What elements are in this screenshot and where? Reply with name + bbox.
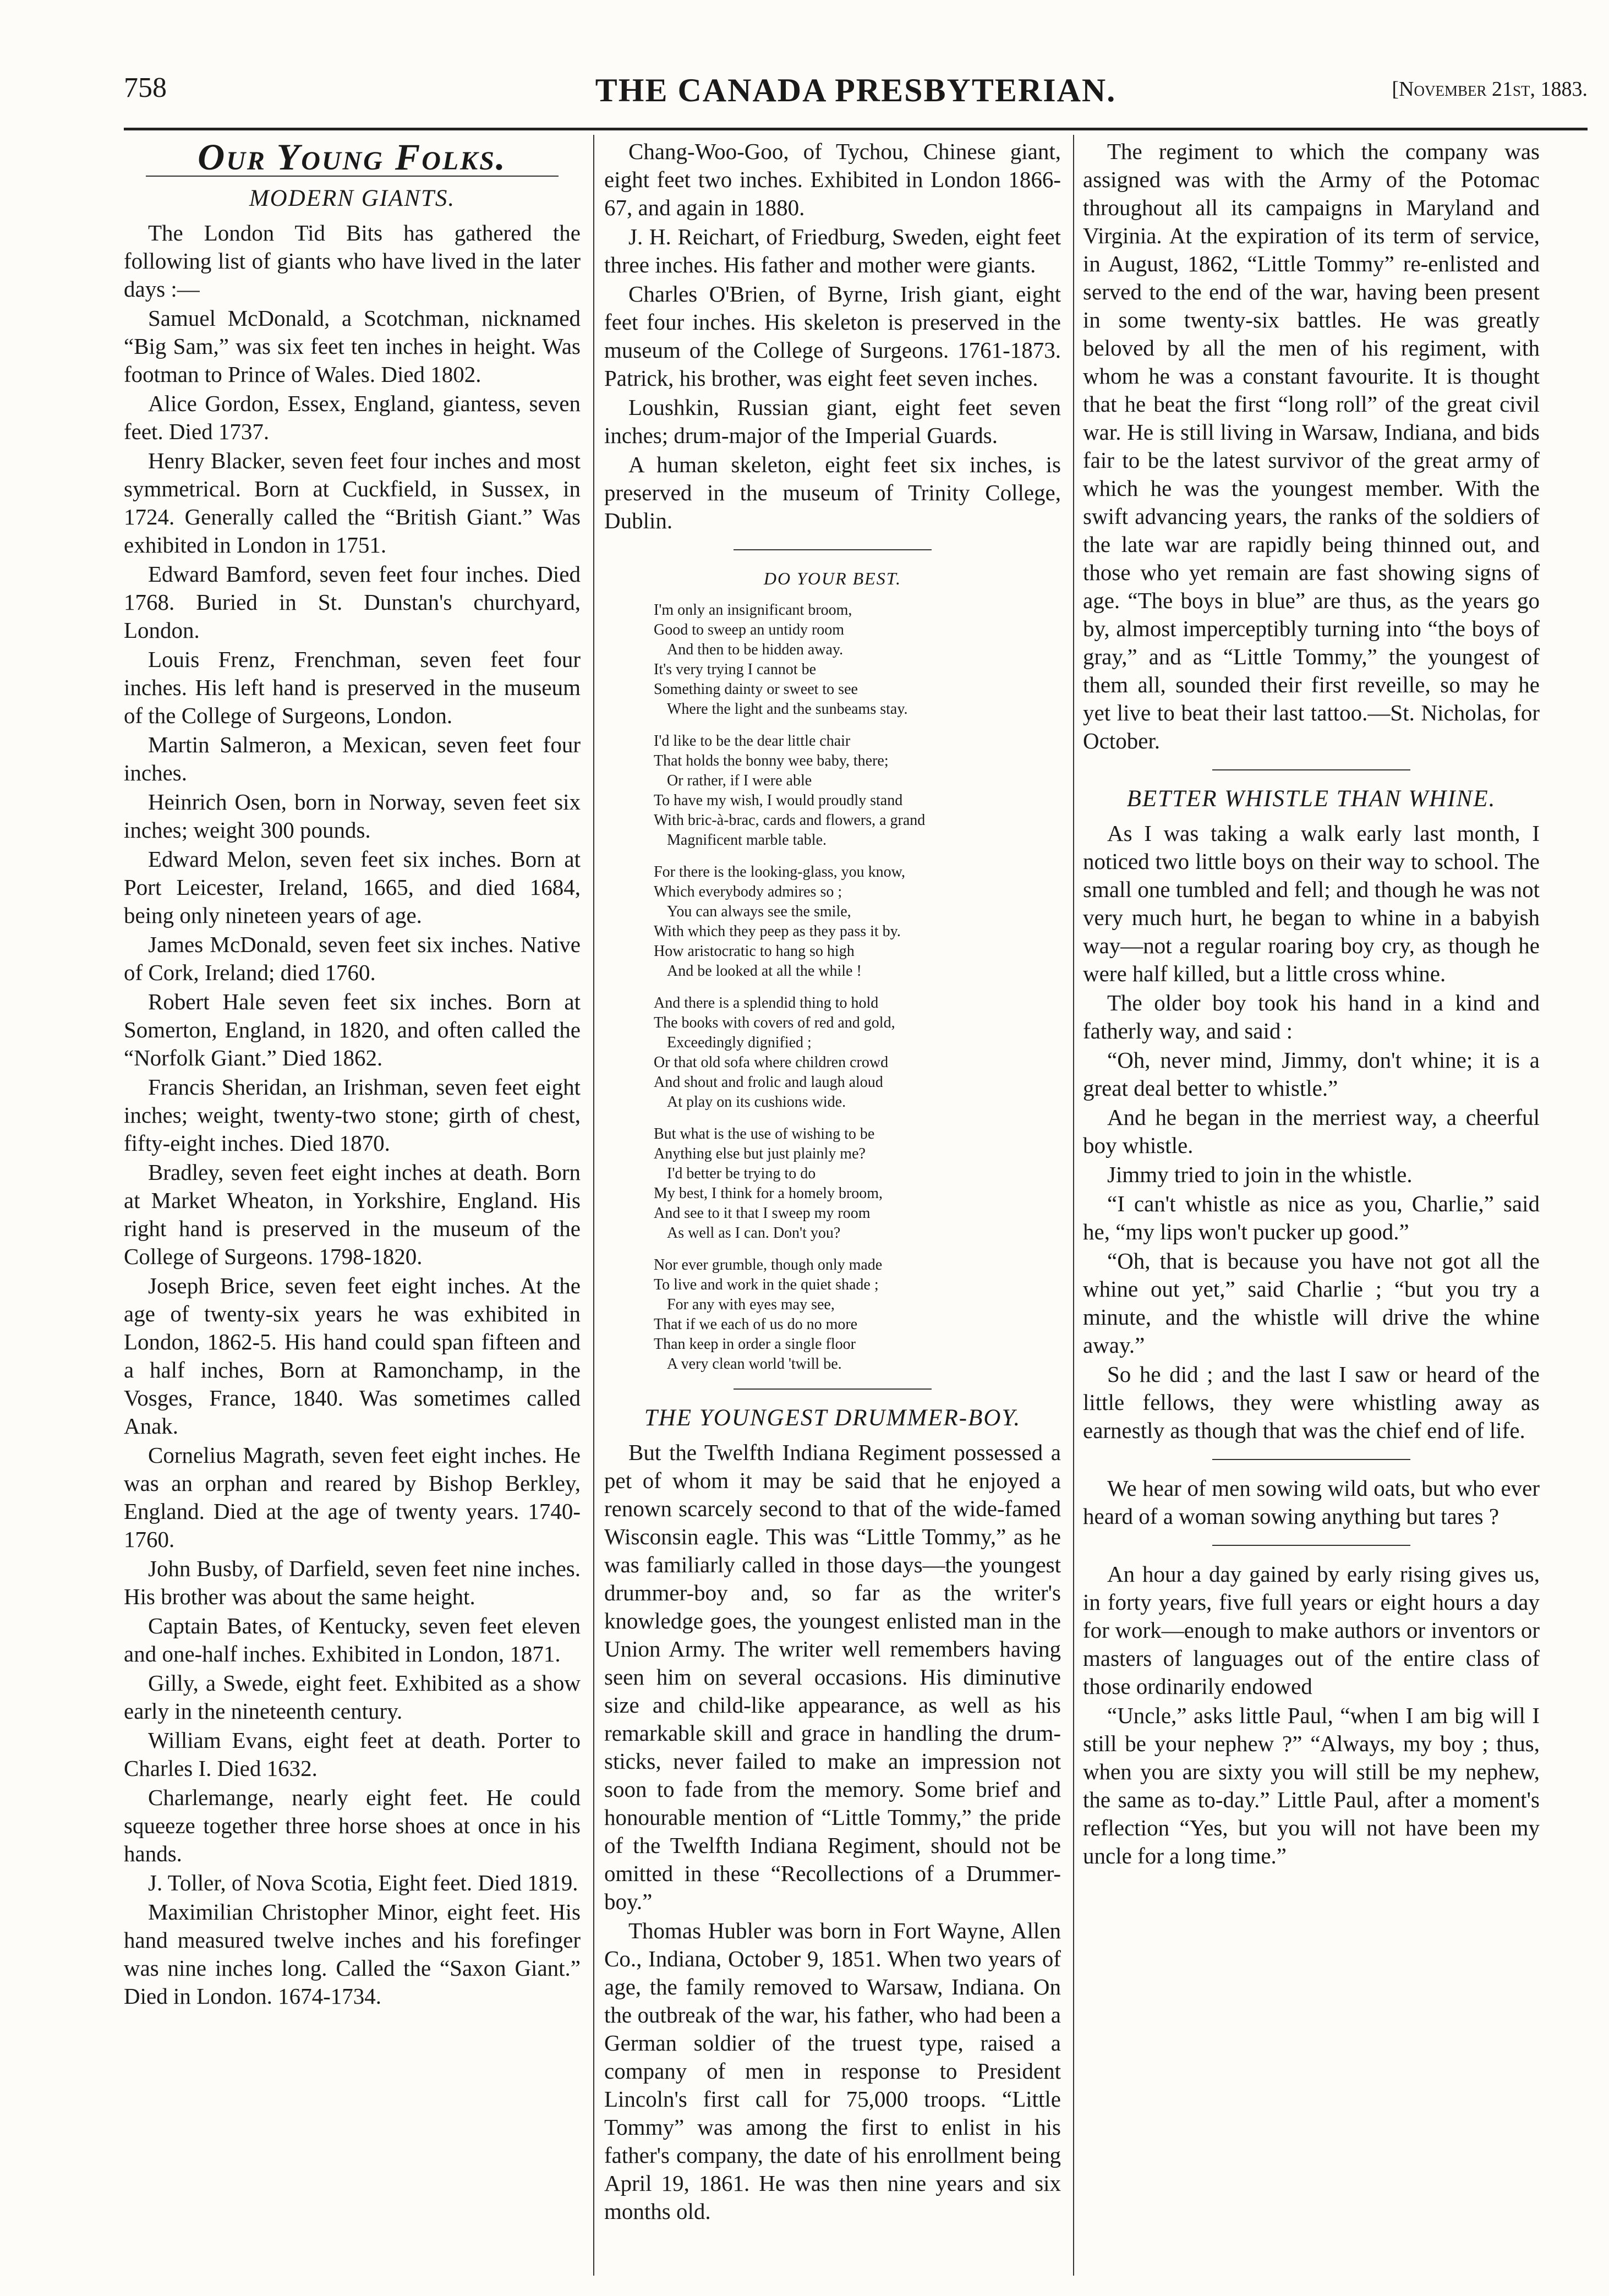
poem-line: A very clean world 'twill be. [667, 1355, 842, 1373]
article-title-drummer: THE YOUNGEST DRUMMER-BOY. [644, 1405, 1021, 1431]
poem-line: I'd like to be the dear little chair [654, 732, 851, 750]
page-number: 758 [124, 72, 167, 103]
poem-line: I'm only an insignificant broom, [654, 602, 852, 619]
poem-line: Good to sweep an untidy room [654, 621, 845, 638]
paragraph: Bradley, seven feet eight inches at death. Born at Market Wheaton, in Yorkshire, England. His right hand is preserved in the museum of the College of Surgeons. 1798-1820. [124, 1160, 581, 1269]
poem-line: I'd better be trying to do [667, 1165, 816, 1182]
poem-line: That if we each of us do no more [654, 1316, 858, 1333]
paragraph: Gilly, a Swede, eight feet. Exhibited as a show early in the nineteenth century. [124, 1670, 581, 1724]
paragraph: The older boy took his hand in a kind and fatherly way, and said : [1083, 990, 1540, 1043]
paragraph: Louis Frenz, Frenchman, seven feet four inches. His left hand is preserved in the museum of the College of Surgeons, London. [124, 647, 581, 728]
poem-line: Or that old sofa where children crowd [654, 1054, 889, 1071]
poem-stanza [654, 862, 1061, 981]
poem-line: Which everybody admires so ; [654, 883, 842, 900]
paragraph: Captain Bates, of Kentucky, seven feet eleven and one-half inches. Exhibited in London, 1871. [124, 1613, 581, 1666]
poem-line: Than keep in order a single floor [654, 1336, 856, 1353]
column-3 [1083, 138, 1540, 2273]
poem-line: Exceedingly dignified ; [667, 1034, 812, 1051]
poem-stanza [654, 600, 1061, 719]
paragraph: Heinrich Osen, born in Norway, seven feet six inches; weight 300 pounds. [124, 789, 581, 843]
poem-line: With bric-à-brac, cards and flowers, a grand [654, 812, 926, 829]
paragraph: We hear of men sowing wild oats, but who ever heard of a woman sowing anything but tares ? [1083, 1475, 1540, 1529]
poem-line: As well as I can. Don't you? [667, 1224, 841, 1242]
paragraph: Jimmy tried to join in the whistle. [1107, 1162, 1413, 1187]
poem-line: How aristocratic to hang so high [654, 943, 855, 960]
paragraph: Thomas Hubler was born in Fort Wayne, Allen Co., Indiana, October 9, 1851. When two years of age, the family removed to Warsaw, Indiana. On the outbreak of the war, his father, who had been a German soldier of the truest type, raised a company of men in response to President Lincoln's first call for 75,000 troops. “Little Tommy” was among the first to enlist in his father's company, the date of his enrollment being April 19, 1861. He was then nine years and six months old. [604, 1918, 1061, 2224]
paragraph: Cornelius Magrath, seven feet eight inches. He was an orphan and reared by Bishop Berkley, England. Died at the age of twenty years. 1740-1760. [124, 1442, 581, 1552]
paragraph: A human skeleton, eight feet six inches, is preserved in the museum of Trinity College, Dublin. [604, 452, 1061, 533]
article-divider [1212, 1459, 1410, 1460]
poem-line: And there is a splendid thing to hold [654, 994, 879, 1012]
poem-line: Magnificent marble table. [667, 832, 827, 849]
paragraph: But the Twelfth Indiana Regiment possessed a pet of whom it may be said that he enjoyed a renown scarcely second to that of the wide-famed Wisconsin eagle. This was “Little Tommy,” as he was familiarly called in those days—the youngest drummer-boy and, so far as the writer's knowledge goes, the youngest enlisted man in the Union Army. The writer well remembers having seen him on several occasions. His diminutive size and child-like appearance, as well as his remarkable skill and grace in handling the drum-sticks, never failed to make an impression not soon to fade from the memory. Some brief and honourable mention of “Little Tommy,” the pride of the Twelfth Indiana Regiment, should not be omitted in these “Recollections of a Drummer-boy.” [604, 1440, 1061, 1914]
paragraph: Henry Blacker, seven feet four inches and most symmetrical. Born at Cuckfield, in Sussex, in 1724. Generally called the “British Giant.” Was exhibited in London in 1751. [124, 448, 581, 557]
poem-stanza [654, 1124, 1061, 1243]
poem-line: And then to be hidden away. [667, 641, 844, 658]
paragraph: The regiment to which the company was assigned was with the Army of the Potomac throughout all its campaigns in Maryland and Virginia. At the expiration of its term of service, in August, 1862, “Little Tommy” re-enlisted and served to the end of the war, having been present in some twenty-six battles. He was greatly beloved by all the men of his regiment, with whom he was a constant favourite. It is thought that he beat the first “long roll” of the great civil war. He is still living in Warsaw, Indiana, and bids fair to be the latest survivor of the great army of which he was the youngest member. With the swift advancing years, the ranks of the soldiers of the late war are rapidly being thinned out, and those who yet remain are fast showing signs of age. “The boys in blue” are thus, as the years go by, almost imperceptibly turning into “the boys of gray,” and as “Little Tommy,” the youngest of them all, sounded their first reveille, so may he yet live to beat their last tattoo.—St. Nicholas, for October. [1083, 139, 1540, 753]
column-divider [1073, 135, 1074, 2276]
paragraph: “I can't whistle as nice as you, Charlie,” said he, “my lips won't pucker up good.” [1083, 1191, 1540, 1244]
paragraph: Joseph Brice, seven feet eight inches. At the age of twenty-six years he was exhibited in London, 1862-5. His hand could span fifteen and a half inches, Born at Ramonchamp, in the Vosges, France, 1840. Was sometimes called Anak. [124, 1273, 581, 1439]
paragraph: An hour a day gained by early rising gives us, in forty years, five full years or eight hours a day for work—enough to make authors or inventors or masters of languages out of the entire class of those ordinarily endowed [1083, 1561, 1540, 1699]
paragraph: Edward Melon, seven feet six inches. Born at Port Leicester, Ireland, 1665, and died 1684, being only nineteen years of age. [124, 846, 581, 928]
paragraph: Maximilian Christopher Minor, eight feet. His hand measured twelve inches and his forefinger was nine inches long. Called the “Saxon Giant.” Died in London. 1674-1734. [124, 1899, 581, 2009]
paragraph: Francis Sheridan, an Irishman, seven feet eight inches; weight, twenty-two stone; girth of chest, fifty-eight inches. Died 1870. [124, 1074, 581, 1156]
article-divider [1212, 1545, 1410, 1546]
paragraph: Samuel McDonald, a Scotchman, nicknamed “Big Sam,” was six feet ten inches in height. Was footman to Prince of Wales. Died 1802. [124, 305, 581, 387]
paragraph: Alice Gordon, Essex, England, giantess, seven feet. Died 1737. [124, 391, 581, 444]
paragraph: “Oh, that is because you have not got all the whine out yet,” said Charlie ; “but you try a minute, and the whistle will drive the whine away.” [1083, 1248, 1540, 1358]
poem-line: For there is the looking-glass, you know, [654, 863, 906, 881]
article-divider [734, 549, 932, 550]
poem-line: At play on its cushions wide. [667, 1094, 846, 1111]
paragraph: Chang-Woo-Goo, of Tychou, Chinese giant, eight feet two inches. Exhibited in London 1866-67, and again in 1880. [604, 139, 1061, 220]
paragraph: J. Toller, of Nova Scotia, Eight feet. Died 1819. [148, 1870, 578, 1895]
poem-line: My best, I think for a homely broom, [654, 1185, 883, 1202]
poem-line: With which they peep as they pass it by. [654, 923, 901, 940]
poem-line: That holds the bonny wee baby, there; [654, 752, 889, 769]
article-divider [1212, 769, 1410, 770]
poem [604, 600, 1061, 1374]
paragraph: “Oh, never mind, Jimmy, don't whine; it is a great deal better to whistle.” [1083, 1047, 1540, 1101]
column-1 [124, 138, 581, 2273]
poem-line: To live and work in the quiet shade ; [654, 1276, 879, 1293]
poem-line: Where the light and the sunbeams stay. [667, 701, 908, 718]
header-rule [124, 128, 1588, 130]
poem-stanza [654, 993, 1061, 1112]
paragraph: As I was taking a walk early last month, I noticed two little boys on their way to school. The small one tumbled and fell; and though he was not very much hurt, he began to whine in a babyish way—not a regular roaring boy cry, as though he were half killed, but a little cross whine. [1083, 821, 1540, 986]
poem-line: Nor ever grumble, though only made [654, 1256, 883, 1273]
paragraph: Charlemange, nearly eight feet. He could squeeze together three horse shoes at once in his hands. [124, 1785, 581, 1866]
poem-line: But what is the use of wishing to be [654, 1125, 875, 1142]
article-title-giants: MODERN GIANTS. [249, 185, 456, 211]
paragraph: Loushkin, Russian giant, eight feet seven inches; drum-major of the Imperial Guards. [604, 395, 1061, 448]
paragraph: John Busby, of Darfield, seven feet nine inches. His brother was about the same height. [124, 1556, 581, 1609]
column-2 [604, 138, 1061, 2273]
poem-line: It's very trying I cannot be [654, 661, 817, 678]
poem-line: And be looked at all the while ! [667, 963, 862, 980]
paragraph: And he began in the merriest way, a cheerful boy whistle. [1083, 1105, 1540, 1158]
poem-line: To have my wish, I would proudly stand [654, 792, 903, 809]
column-divider [593, 135, 594, 2276]
poem-line: And shout and frolic and laugh aloud [654, 1074, 883, 1091]
poem-stanza [654, 731, 1061, 850]
poem-line: You can always see the smile, [667, 903, 851, 920]
poem-stanza [654, 1255, 1061, 1374]
paragraph: “Uncle,” asks little Paul, “when I am big will I still be your nephew ?” “Always, my boy ; thus, when you are sixty you will still be my nephew, the same as to-day.” Little Paul, after a moment's reflection “Yes, but you will not have been my uncle for a long time.” [1083, 1703, 1540, 1868]
poem-line: The books with covers of red and gold, [654, 1014, 895, 1031]
page-header [124, 72, 1588, 121]
poem-line: Anything else but just plainly me? [654, 1145, 866, 1162]
poem-line: And see to it that I sweep my room [654, 1205, 871, 1222]
poem-line: For any with eyes may see, [667, 1296, 835, 1313]
paragraph: James McDonald, seven feet six inches. Native of Cork, Ireland; died 1760. [124, 932, 581, 985]
paragraph: William Evans, eight feet at death. Porter to Charles I. Died 1632. [124, 1728, 581, 1781]
poem-line: Or rather, if I were able [667, 772, 812, 789]
paragraph: Martin Salmeron, a Mexican, seven feet four inches. [124, 732, 581, 785]
issue-date: [November 21st, 1883. [1392, 78, 1588, 101]
paragraph: J. H. Reichart, of Friedburg, Sweden, eight feet three inches. His father and mother were giants. [604, 224, 1061, 277]
masthead: THE CANADA PRESBYTERIAN. [595, 72, 1117, 108]
paragraph: The London Tid Bits has gathered the following list of giants who have lived in the later days :— [124, 220, 581, 302]
paragraph: Robert Hale seven feet six inches. Born at Somerton, England, in 1820, and often called the “Norfolk Giant.” Died 1862. [124, 989, 581, 1070]
article-title-whistle: BETTER WHISTLE THAN WHINE. [1126, 786, 1496, 812]
article-divider [734, 1388, 932, 1390]
poem-line: Something dainty or sweet to see [654, 681, 858, 698]
paragraph: Edward Bamford, seven feet four inches. Died 1768. Buried in St. Dunstan's churchyard, London. [124, 561, 581, 643]
poem-title: DO YOUR BEST. [763, 568, 902, 588]
paragraph: Charles O'Brien, of Byrne, Irish giant, eight feet four inches. His skeleton is preserved in the museum of the College of Surgeons. 1761-1873. Patrick, his brother, was eight feet seven inches. [604, 281, 1061, 391]
section-title: Our Young Folks. [198, 138, 507, 178]
paragraph: So he did ; and the last I saw or heard of the little fellows, they were whistling away as earnestly as though that was the chief end of life. [1083, 1362, 1540, 1443]
